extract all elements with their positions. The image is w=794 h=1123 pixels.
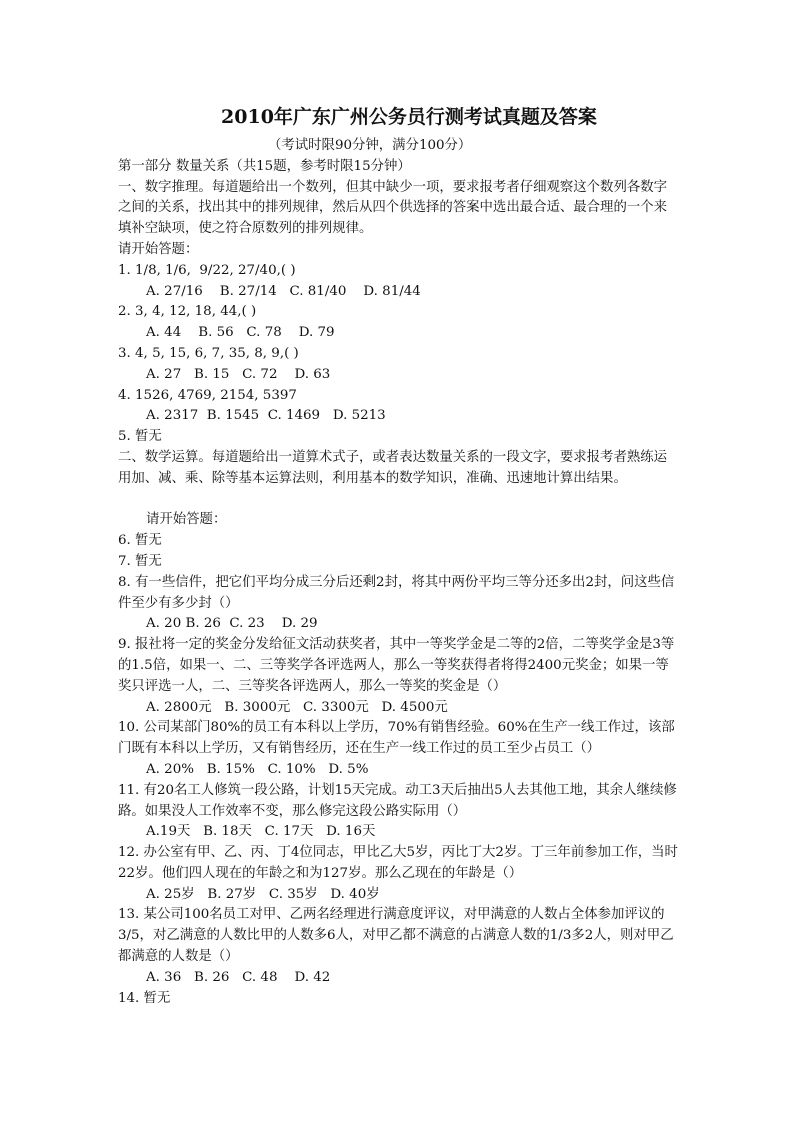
question-1: 1. 1/8, 1/6, 9/22, 27/40,( ) (118, 262, 296, 278)
question-8: 8. 有一些信件，把它们平均分成三分后还剩2封，将其中两份平均三等分还多出2封，问这些信件至少有多少封（） (118, 574, 675, 611)
question-11-options: A.19天 B. 18天 C. 17天 D. 16天 (146, 824, 376, 840)
section1-start: 请开始答题： (118, 241, 199, 257)
question-7: 7. 暂无 (118, 553, 162, 569)
section1-instructions: 一、数字推理。每道题给出一个数列，但其中缺少一项，要求报考者仔细观察这个数列各数字之间的关系，找出其中的排列规律，然后从四个供选择的答案中选出最合适、最合理的一个来填补空缺项，使之符合原数列的排列规律。 (118, 179, 668, 237)
question-1-options: A. 27/16 B. 27/14 C. 81/40 D. 81/44 (146, 283, 421, 299)
question-13: 13. 某公司100名员工对甲、乙两名经理进行满意度评议，对甲满意的人数占全体参加评议的3/5，对乙满意的人数比甲的人数多6人，对甲乙都不满意的占满意人数的1/3多2人，则对甲乙都满意的人数是（） (118, 907, 674, 965)
question-2: 2. 3, 4, 12, 18, 44,( ) (118, 304, 257, 320)
question-12: 12. 办公室有甲、乙、丙、丁4位同志，甲比乙大5岁，丙比丁大2岁。丁三年前参加工作，当时22岁。他们四人现在的年龄之和为127岁。那么乙现在的年龄是（） (118, 845, 678, 881)
section2-start: 请开始答题： (146, 512, 227, 528)
question-4: 4. 1526, 4769, 2154, 5397 (118, 387, 297, 403)
question-8-options: A. 20 B. 26 C. 23 D. 29 (146, 616, 318, 632)
question-4-options: A. 2317 B. 1545 C. 1469 D. 5213 (146, 408, 386, 424)
question-10-options: A. 20% B. 15% C. 10% D. 5% (146, 761, 369, 777)
document-title: 2010年广东广州公务员行测考试真题及答案 (221, 106, 597, 128)
section2-instructions: 二、数学运算。每道题给出一道算术式子，或者表达数量关系的一段文字，要求报考者熟练运用加、减、乘、除等基本运算法则，利用基本的数学知识，准确、迅速地计算出结果。 (118, 449, 668, 486)
spacer (118, 490, 680, 511)
question-12-options: A. 25岁 B. 27岁 C. 35岁 D. 40岁 (146, 886, 380, 902)
question-6: 6. 暂无 (118, 533, 162, 549)
question-5: 5. 暂无 (118, 429, 162, 445)
question-13-options: A. 36 B. 26 C. 48 D. 42 (146, 969, 331, 985)
question-2-options: A. 44 B. 56 C. 78 D. 79 (146, 325, 335, 341)
part-heading: 第一部分 数量关系（共15题，参考时限15分钟） (118, 158, 411, 174)
exam-time-note: （考试时限90分钟，满分100分） (268, 138, 472, 153)
question-9: 9. 报社将一定的奖金分发给征文活动获奖者，其中一等奖学金是二等的2倍，二等奖学金是3等的1.5倍，如果一、二、三等奖学各评选两人，那么一等奖获得者将得2400元奖金；如果一等奖只评选一人，二、三等奖各评选两人，那么一等奖的奖金是（） (118, 637, 675, 694)
document-page (118, 104, 680, 1009)
question-3-options: A. 27 B. 15 C. 72 D. 63 (146, 366, 331, 382)
question-10: 10. 公司某部门80%的员工有本科以上学历，70%有销售经验。60%在生产一线工作过，该部门既有本科以上学历，又有销售经历，还在生产一线工作过的员工至少占员工（） (118, 720, 675, 757)
question-14: 14. 暂无 (118, 990, 171, 1006)
question-3: 3. 4, 5, 15, 6, 7, 35, 8, 9,( ) (118, 345, 299, 361)
question-11: 11. 有20名工人修筑一段公路，计划15天完成。动工3天后抽出5人去其他工地，其余人继续修路。如果没人工作效率不变，那么修完这段公路实际用（） (118, 782, 677, 819)
question-9-options: A. 2800元 B. 3000元 C. 3300元 D. 4500元 (146, 699, 448, 715)
